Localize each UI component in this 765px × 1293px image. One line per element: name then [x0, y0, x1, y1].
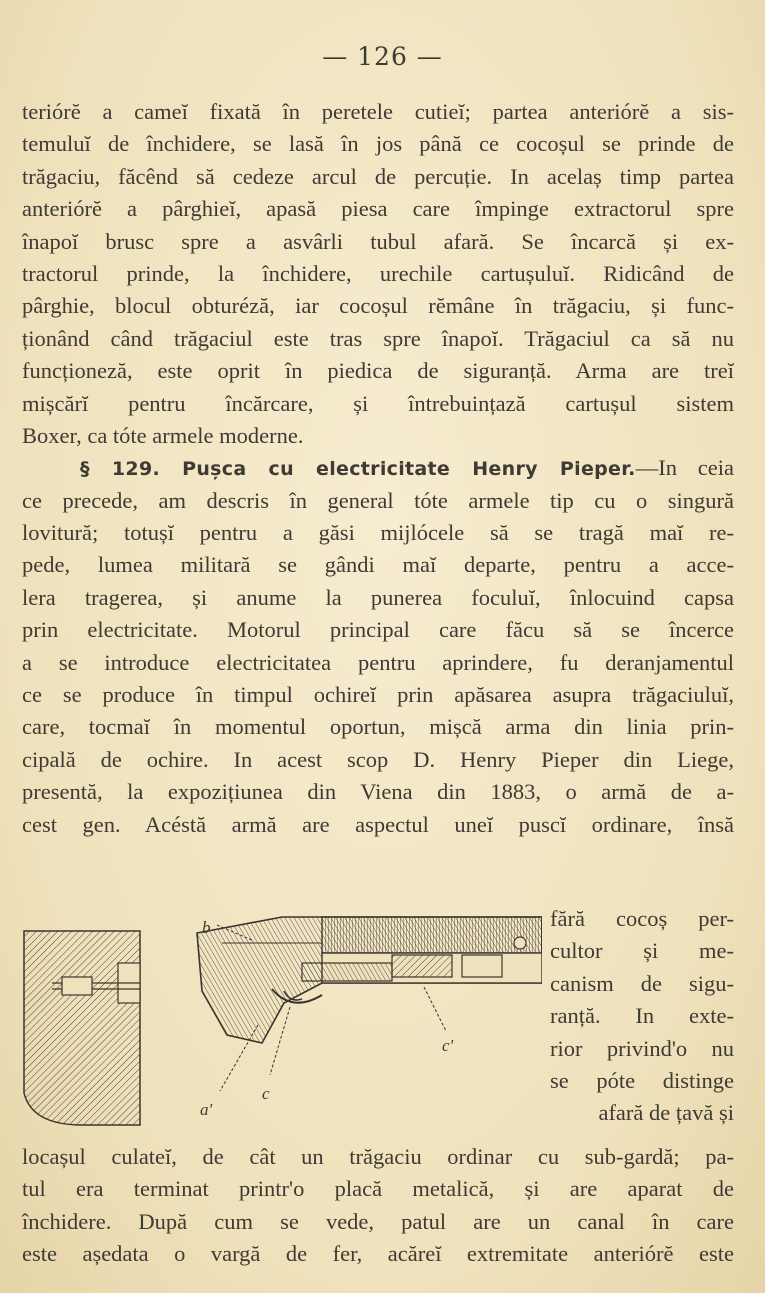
text-line: anteriórĕ a pârghieĭ, apasă piesa care împinge extractorul spre — [22, 196, 734, 222]
text-line: ționând când trăgaciul este tras spre înapoĭ. Trăgaciul ca să nu — [22, 325, 734, 351]
section-heading-continuation: —In ceia — [635, 455, 734, 481]
text-line: pârghie, blocul obturéză, iar cocoșul rĕmâne în trăgaciu, și func- — [22, 293, 734, 319]
text-line: cest gen. Acéstă armă are aspectul uneĭ puscĭ ordinare, însă — [22, 811, 734, 837]
text-line: închidere. După cum se vede, patul are un canal în care — [22, 1208, 734, 1234]
text-line: tractorul prinde, la închidere, urechile cartușuluĭ. Ridicând de — [22, 260, 734, 286]
text-line: este aședata o vargă de fer, acăreĭ extremitate anteriórĕ este — [22, 1241, 734, 1267]
text-line: ranță. In exte- — [550, 1003, 734, 1029]
text-line: rior privind'o nu — [550, 1035, 734, 1061]
text-line: cultor și me- — [550, 938, 734, 964]
rifle-action — [197, 917, 542, 1043]
figure-label-c-prime: c' — [442, 1036, 454, 1055]
text-line: cipală de ochire. In acest scop D. Henry Pieper din Liege, — [22, 746, 734, 772]
text-line: locașul culateĭ, de cât un trăgaciu ordinar cu sub-gardă; pa- — [22, 1144, 734, 1169]
rifle-mechanism-engraving — [22, 903, 542, 1143]
bottom-text — [22, 1141, 734, 1271]
text-line: care, tocmaĭ în momentul oportun, mișcă arma din linia prin- — [22, 714, 734, 740]
butt-stock — [24, 931, 140, 1125]
section-heading: § 129. Pușca cu electricitate Henry Pieper. — [80, 458, 636, 481]
text-line: lera tragerea, și anume la punerea foculuĭ, înlocuind capsa — [22, 584, 734, 610]
text-line: fără cocoș per- — [550, 906, 734, 931]
side-text-column — [550, 903, 734, 1130]
figure-label-a-prime: a' — [200, 1100, 213, 1119]
text-line: lovitură; totușĭ pentru a găsi mijlócele să se tragă maĭ re- — [22, 520, 734, 546]
text-line: se póte distinge — [550, 1067, 734, 1093]
text-line: ce se produce în timpul ochireĭ prin apăsarea asupra trăgaciuluĭ, — [22, 682, 734, 708]
text-line: afară de țavă și — [598, 1100, 734, 1126]
text-line: temuluĭ de închidere, se lasă în jos până ce cocoșul se prinde de — [22, 131, 734, 157]
text-line: canism de sigu- — [550, 970, 734, 996]
text-line: prin electricitate. Motorul principal care făcu să se încerce — [22, 617, 734, 643]
figure-label-b: b — [202, 918, 211, 937]
figure-block — [22, 903, 734, 1143]
text-line: funcționeză, este oprit în piedica de siguranță. Arma are treĭ — [22, 358, 734, 384]
text-line: a se introduce electricitatea pentru aprindere, fu deranjamentul — [22, 649, 734, 675]
text-line: trăgaciu, făcênd să cedeze arcul de percuție. In acelaș timp partea — [22, 163, 734, 189]
text-line: mișcărĭ pentru încărcare, și întrebuințază cartușul sistem — [22, 390, 734, 416]
text-line: înapoĭ brusc spre a asvârli tubul afară. Se încarcă și ex- — [22, 228, 734, 254]
text-line: ce precede, am descris în general tóte armele tip cu o singură — [22, 487, 734, 513]
figure-label-c: c — [262, 1084, 270, 1103]
body-text — [22, 96, 734, 841]
text-line: tul era terminat printr'o placă metalică, și are aparat de — [22, 1176, 734, 1202]
text-line: presentă, la expozițiunea din Viena din 1883, o armă de a- — [22, 779, 734, 805]
page-number: — 126 — — [322, 42, 443, 71]
section-heading-line — [22, 452, 734, 484]
text-line: Boxer, ca tóte armele moderne. — [22, 422, 304, 448]
text-line: teriórĕ a cameĭ fixată în peretele cutieĭ; partea anteriórĕ a sis- — [22, 99, 734, 124]
text-line: pede, lumea militară se gândi maĭ departe, pentru a acce- — [22, 552, 734, 578]
